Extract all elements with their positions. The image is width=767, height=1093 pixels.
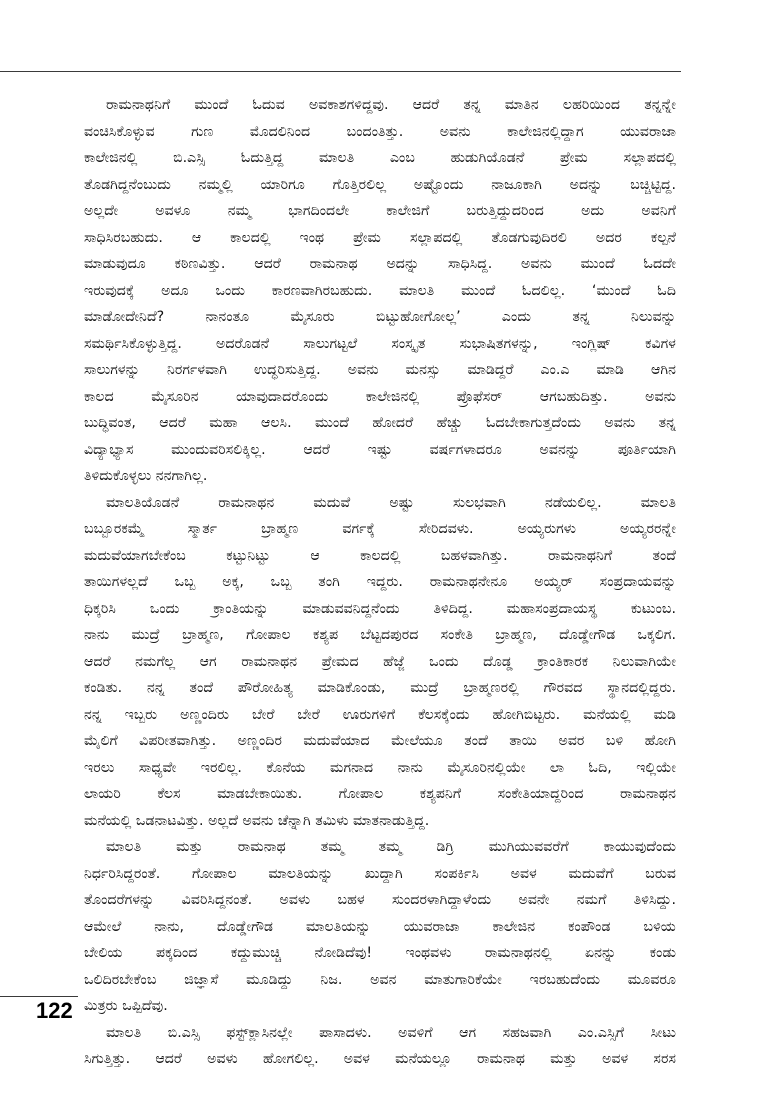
paragraph-1-line: ವಿದ್ಯಾಭ್ಯಾಸ ಮುಂದುವರಿಸಲಿಕ್ಕಿಲ್ಲ. ಆದರೆ ಇಷ್ಟು ವರ್ಷಗಳಾದರೂ ಅವನನ್ನು ಪೂರ್ತಿಯಾಗಿ bbox=[84, 441, 676, 458]
paragraph-1-line: ಕಾಲದ ಮೈಸೂರಿನ ಯಾವುದಾದರೊಂದು ಕಾಲೇಜಿನಲ್ಲಿ ಪ್ರೊಫೆಸರ್ ಆಗಬಹುದಿತ್ತು. ಅವನು bbox=[84, 388, 676, 405]
paragraph-2-line: ಮಾಲತಿಯೊಡನೆ ರಾಮನಾಥನ ಮದುವೆ ಅಷ್ಟು ಸುಲಭವಾಗಿ ನಡೆಯಲಿಲ್ಲ. ಮಾಲತಿ bbox=[106, 494, 676, 511]
paragraph-2-line: ಬಬ್ಬೂರಕಮ್ಮೆ ಸ್ಮಾರ್ತ ಬ್ರಾಹ್ಮಣ ವರ್ಗಕ್ಕೆ ಸೇರಿದವಳು. ಅಯ್ಯರುಗಳು ಅಯ್ಯರರನ್ನೇ bbox=[84, 521, 676, 537]
paragraph-2-line: ಆದರೆ ನಮಗೆಲ್ಲ ಆಗ ರಾಮನಾಥನ ಪ್ರೇಮದ ಹೆಜ್ಜೆ ಒಂದು ದೊಡ್ಡ ಕ್ರಾಂತಿಕಾರಕ ನಿಲುವಾಗಿಯೇ bbox=[84, 653, 676, 670]
paragraph-1-line: ಕಾಲೇಜಿನಲ್ಲಿ ಬಿ.ಎಸ್ಸಿ ಓದುತ್ತಿದ್ದ ಮಾಲತಿ ಎಂಬ ಹುಡುಗಿಯೊಡನೆ ಪ್ರೇಮ ಸಲ್ಲಾಪದಲ್ಲಿ bbox=[84, 150, 676, 166]
paragraph-1-line: ಸಾಲುಗಳನ್ನು ನಿರರ್ಗಳವಾಗಿ ಉದ್ಧರಿಸುತ್ತಿದ್ದ. ಅವನು ಮನಸ್ಸು ಮಾಡಿದ್ದರೆ ಎಂ.ಎ ಮಾಡಿ ಆಗಿನ bbox=[84, 362, 676, 378]
paragraph-2-line: ಮದುವೆಯಾಗಬೇಕೆಂಬ ಕಟ್ಟುನಿಟ್ಟು ಆ ಕಾಲದಲ್ಲಿ ಬಹಳವಾಗಿತ್ತು. ರಾಮನಾಥನಿಗೆ ತಂದೆ bbox=[84, 547, 676, 564]
paragraph-4-line: ಮಾಲತಿ ಬಿ.ಎಸ್ಸಿ ಫಸ್ಟ್‌ಕ್ಲಾಸಿನಲ್ಲೇ ಪಾಸಾದಳು. ಅವಳಿಗೆ ಆಗ ಸಹಜವಾಗಿ ಎಂ.ಎಸ್ಸಿಗೆ ಸೀಟು bbox=[106, 1024, 676, 1041]
paragraph-2-line: ಲಾಯರಿ ಕೆಲಸ ಮಾಡಬೇಕಾಯಿತು. ಗೋಪಾಲ ಕಶ್ಯಪನಿಗೆ ಸಂಕೇತಿಯಾದ್ದರಿಂದ ರಾಮನಾಥನ bbox=[84, 786, 676, 802]
paragraph-2-line: ಮೈಲಿಗೆ ವಿಪರೀತವಾಗಿತ್ತು. ಅಣ್ಣಂದಿರ ಮದುವೆಯಾದ ಮೇಲೆಯೂ ತಂದೆ ತಾಯಿ ಅವರ ಬಳಿ ಹೋಗಿ bbox=[84, 733, 676, 749]
paragraph-2-line: ಕಂಡಿತು. ನನ್ನ ತಂದೆ ಪೌರೋಹಿತ್ಯ ಮಾಡಿಕೊಂಡು, ಮುದ್ರೆ ಬ್ರಾಹ್ಮಣರಲ್ಲಿ ಗೌರವದ ಸ್ಥಾನದಲ್ಲಿದ್ದರು. bbox=[84, 680, 676, 696]
paragraph-1-line: ಸಮರ್ಥಿಸಿಕೊಳ್ಳುತ್ತಿದ್ದ. ಅದರೊಡನೆ ಸಾಲುಗಟ್ಟಲೆ ಸಂಸ್ಕೃತ ಸುಭಾಷಿತಗಳನ್ನು, ಇಂಗ್ಲಿಷ್ ಕವಿಗಳ bbox=[84, 335, 676, 352]
paragraph-2-line: ಇರಲು ಸಾಧ್ಯವೇ ಇರಲಿಲ್ಲ. ಕೊನೆಯ ಮಗನಾದ ನಾನು ಮೈಸೂರಿನಲ್ಲಿಯೇ ಲಾ ಓದಿ, ಇಲ್ಲಿಯೇ bbox=[84, 759, 676, 776]
paragraph-3-line: ಬೇಲಿಯ ಪಕ್ಕದಿಂದ ಕದ್ದುಮುಚ್ಚಿ ನೋಡಿದೆವು! ಇಂಥವಳು ರಾಮನಾಥನಲ್ಲಿ ಏನನ್ನು ಕಂಡು bbox=[84, 945, 676, 961]
paragraph-1-line: ತೊಡಗಿದ್ದನೆಂಬುದು ನಮ್ಮಲ್ಲಿ ಯಾರಿಗೂ ಗೊತ್ತಿರಲಿಲ್ಲ ಅಷ್ಟೊಂದು ನಾಜೂಕಾಗಿ ಅದನ್ನು ಬಚ್ಚಿಟ್ಟಿದ್ದ. bbox=[84, 176, 676, 193]
top-rule bbox=[0, 71, 681, 72]
paragraph-3-line: ಮಾಲತಿ ಮತ್ತು ರಾಮನಾಥ ತಮ್ಮ ತಮ್ಮ ಡಿಗ್ರಿ ಮುಗಿಯುವವರೆಗೆ ಕಾಯುವುದೆಂದು bbox=[106, 839, 676, 855]
paragraph-1-line: ತಿಳಿದುಕೊಳ್ಳಲು ನನಗಾಗಿಲ್ಲ. bbox=[84, 468, 208, 484]
paragraph-2-line: ತಾಯಿಗಳಲ್ಲದೆ ಒಬ್ಬ ಅಕ್ಕ, ಒಬ್ಬ ತಂಗಿ ಇದ್ದರು. ರಾಮನಾಥನೇನೂ ಅಯ್ಯರ್ ಸಂಪ್ರದಾಯವನ್ನು bbox=[84, 574, 676, 590]
body-text bbox=[84, 92, 676, 1073]
paragraph-4-line: ಸಿಗುತ್ತಿತ್ತು. ಆದರೆ ಅವಳು ಹೋಗಲಿಲ್ಲ. ಅವಳ ಮನೆಯಲ್ಲೂ ರಾಮನಾಥ ಮತ್ತು ಅವಳ ಸರಸ bbox=[84, 1051, 676, 1067]
paragraph-1-line: ಮಾಡೋದೇನಿದೆ? ನಾನಂತೂ ಮೈಸೂರು ಬಿಟ್ಟುಹೋಗೋಲ್ಲ’ ಎಂದು ತನ್ನ ನಿಲುವನ್ನು bbox=[84, 309, 676, 325]
paragraph-1-line: ಅಲ್ಲದೇ ಅವಳೂ ನಮ್ಮ ಭಾಗದಿಂದಲೇ ಕಾಲೇಜಿಗೆ ಬರುತ್ತಿದ್ದುದರಿಂದ ಅದು ಅವನಿಗೆ bbox=[84, 203, 676, 219]
paragraph-3-line: ಒಲಿದಿರಬೇಕೆಂಬ ಜಿಜ್ಞಾಸೆ ಮೂಡಿದ್ದು ನಿಜ. ಅವನ ಮಾತುಗಾರಿಕೆಯೇ ಇರಬಹುದೆಂದು ಮೂವರೂ bbox=[84, 971, 676, 988]
paragraph-2-line: ನನ್ನ ಇಬ್ಬರು ಅಣ್ಣಂದಿರು ಬೇರೆ ಬೇರೆ ಊರುಗಳಿಗೆ ಕೆಲಸಕ್ಕೆಂದು ಹೋಗಿಬಿಟ್ಟರು. ಮನೆಯಲ್ಲಿ ಮಡಿ bbox=[84, 706, 676, 723]
paragraph-3-line: ತೊಂದರೆಗಳನ್ನು ವಿವರಿಸಿದ್ದನಂತೆ. ಅವಳು ಬಹಳ ಸುಂದರಳಾಗಿದ್ದಾಳೆಂದು ಅವನೇ ನಮಗೆ ತಿಳಿಸಿದ್ದು. bbox=[84, 892, 676, 908]
paragraph-3-line: ನಿರ್ಧರಿಸಿದ್ದರಂತೆ. ಗೋಪಾಲ ಮಾಲತಿಯನ್ನು ಖುದ್ದಾಗಿ ಸಂಪರ್ಕಿಸಿ ಅವಳ ಮದುವೆಗೆ ಬರುವ bbox=[84, 865, 676, 882]
paragraph-1-line: ಬುದ್ಧಿವಂತ, ಆದರೆ ಮಹಾ ಆಲಸಿ. ಮುಂದೆ ಹೋದರೆ ಹೆಚ್ಚು ಓದಬೇಕಾಗುತ್ತದೆಂದು ಅವನು ತನ್ನ bbox=[84, 415, 676, 431]
paragraph-1-line: ರಾಮನಾಥನಿಗೆ ಮುಂದೆ ಓದುವ ಅವಕಾಶಗಳಿದ್ದವು. ಆದರೆ ತನ್ನ ಮಾತಿನ ಲಹರಿಯಿಂದ ತನ್ನನ್ನೇ bbox=[106, 97, 676, 113]
paragraph-1-line: ಇರುವುದಕ್ಕೆ ಅದೂ ಒಂದು ಕಾರಣವಾಗಿರಬಹುದು. ಮಾಲತಿ ಮುಂದೆ ಓದಲಿಲ್ಲ. ‘ಮುಂದೆ ಓದಿ bbox=[84, 282, 676, 299]
paragraph-2-line: ಮನೆಯಲ್ಲಿ ಒಡನಾಟವಿತ್ತು. ಅಲ್ಲದೆ ಅವನು ಚೆನ್ನಾಗಿ ತಮಿಳು ಮಾತನಾಡುತ್ತಿದ್ದ. bbox=[84, 812, 430, 829]
paragraph-2-line: ಧಿಕ್ಕರಿಸಿ ಒಂದು ಕ್ರಾಂತಿಯನ್ನು ಮಾಡುವವನಿದ್ದನೆಂದು ತಿಳಿದಿದ್ದ. ಮಹಾಸಂಪ್ರದಾಯಸ್ಥ ಕುಟುಂಬ. bbox=[84, 600, 676, 617]
paragraph-3-line: ಮಿತ್ರರು ಒಪ್ಪಿದೆವು. bbox=[84, 998, 168, 1014]
paragraph-2-line: ನಾನು ಮುದ್ರೆ ಬ್ರಾಹ್ಮಣ, ಗೋಪಾಲ ಕಶ್ಯಪ ಬೆಟ್ಟದಪುರದ ಸಂಕೇತಿ ಬ್ರಾಹ್ಮಣ, ದೊಡ್ಡೇಗೌಡ ಒಕ್ಕಲಿಗ. bbox=[84, 627, 676, 643]
page-number: 122 bbox=[36, 998, 73, 1023]
paragraph-1-line: ಮಾಡುವುದೂ ಕಠಿಣವಿತ್ತು. ಆದರೆ ರಾಮನಾಥ ಅದನ್ನು ಸಾಧಿಸಿದ್ದ. ಅವನು ಮುಂದೆ ಓದದೇ bbox=[84, 256, 676, 272]
paragraph-3-line: ಆಮೇಲೆ ನಾನು, ದೊಡ್ಡೇಗೌಡ ಮಾಲತಿಯನ್ನು ಯುವರಾಜಾ ಕಾಲೇಜಿನ ಕಂಪೌಂಡ ಬಳಿಯ bbox=[84, 918, 676, 935]
paragraph-1-line: ಸಾಧಿಸಿರಬಹುದು. ಆ ಕಾಲದಲ್ಲಿ ಇಂಥ ಪ್ರೇಮ ಸಲ್ಲಾಪದಲ್ಲಿ ತೊಡಗುವುದಿರಲಿ ಅದರ ಕಲ್ಪನೆ bbox=[84, 229, 676, 246]
paragraph-1-line: ವಂಚಿಸಿಕೊಳ್ಳುವ ಗುಣ ಮೊದಲಿನಿಂದ ಬಂದಂತಿತ್ತು. ಅವನು ಕಾಲೇಜಿನಲ್ಲಿದ್ದಾಗ ಯುವರಾಜಾ bbox=[84, 123, 676, 140]
footer-rule bbox=[0, 996, 78, 997]
